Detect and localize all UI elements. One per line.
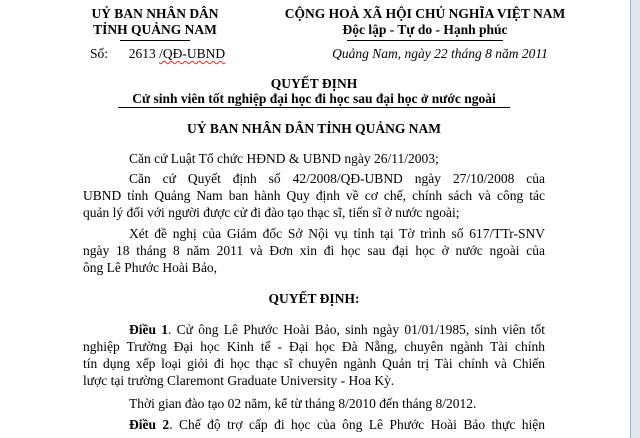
article-2-label: Điều 2: [129, 417, 170, 432]
number-suffix: /QĐ-UBND: [159, 46, 226, 61]
issuing-authority: UỶ BAN NHÂN DÂN TỈNH QUẢNG NAM: [186, 121, 441, 136]
subject-underline: [118, 107, 510, 108]
decides-heading: QUYẾT ĐỊNH:: [268, 291, 360, 306]
nation-line1: CỘNG HOÀ XÃ HỘI CHỦ NGHĨA VIỆT NAM: [284, 6, 566, 21]
article-1-line: tín dụng xếp loại giỏi đi học thạc sĩ chuyên ngành Quản trị Tài chính và Chiến: [83, 356, 545, 371]
article-1-label: Điều 1: [129, 322, 169, 337]
decision-subject: Cử sinh viên tốt nghiệp đại học đi học sau đại học ở nước ngoài: [132, 91, 496, 106]
number-value: 2613: [128, 46, 156, 61]
window-edge: [630, 0, 640, 438]
preamble-regulation-line: UBND tỉnh Quảng Nam ban hành Quy định về cơ chế, chính sách và công tác: [83, 188, 545, 203]
nation-underline: [347, 40, 503, 41]
preamble-regulation-line: Căn cứ Quyết định số 42/2008/QĐ-UBND ngày 27/10/2008 của: [129, 171, 545, 186]
article-1: [83, 321, 545, 389]
training-duration: Thời gian đào tạo 02 năm, kể từ tháng 8/2010 đến tháng 8/2012.: [129, 396, 477, 411]
decision-title: QUYẾT ĐỊNH: [270, 76, 358, 91]
preamble-proposal-line: ông Lê Phước Hoài Bảo,: [83, 260, 218, 275]
nation-line2: Độc lập - Tự do - Hạnh phúc: [342, 22, 508, 37]
article-1-line: nghiệp Trường Đại học Kinh tế - Đại học Đà Nẵng, chuyên ngành Tài chính: [83, 339, 545, 354]
preamble-regulation: [83, 170, 545, 221]
preamble-proposal-line: ngày 18 tháng 8 năm 2011 và Đơn xin đi học sau đại học ở nước ngoài của: [83, 243, 545, 258]
article-2-line: . Chế độ trợ cấp đi học của ông Lê Phước Hoài Bảo thực hiện: [169, 417, 545, 432]
article-1-line: . Cử ông Lê Phước Hoài Bảo, sinh ngày 01/01/1985, sinh viên tốt: [168, 322, 546, 337]
article-2: [83, 416, 545, 433]
agency-line1: UỶ BAN NHÂN DÂN: [91, 6, 219, 21]
number-label: Số:: [90, 46, 109, 61]
document-number: [90, 46, 225, 62]
article-1-line: lược tại trường Claremont Graduate University - Hoa Kỳ.: [83, 373, 395, 388]
preamble-regulation-line: quản lý đối với người được cử đi đào tạo thạc sĩ, tiến sĩ ở nước ngoài;: [83, 205, 460, 220]
preamble-proposal-line: Xét đề nghị của Giám đốc Sở Nội vụ tỉnh tại Tờ trình số 617/TTr-SNV: [129, 226, 545, 241]
preamble-proposal: [83, 225, 545, 276]
place-date: Quảng Nam, ngày 22 tháng 8 năm 2011: [332, 46, 548, 61]
agency-underline: [120, 40, 190, 41]
preamble-law: Căn cứ Luật Tổ chức HĐND & UBND ngày 26/11/2003;: [129, 151, 439, 166]
agency-line2: TỈNH QUẢNG NAM: [93, 22, 217, 37]
